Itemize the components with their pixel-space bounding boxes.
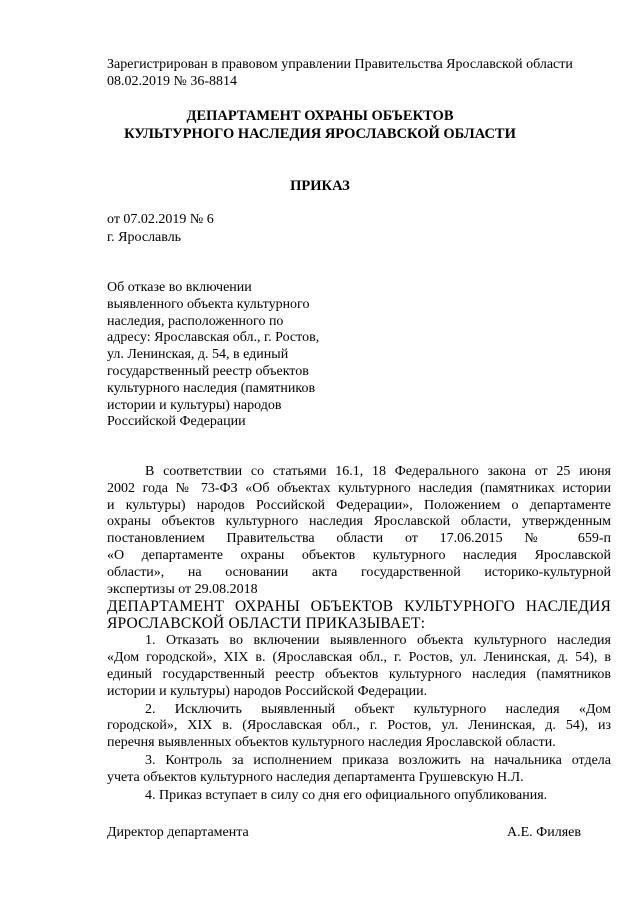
item-line: перечня выявленных объектов культурного наследия Ярославской области.: [107, 735, 556, 751]
orders-heading: [107, 598, 611, 632]
preamble-line: постановлением Правительства области от 17.06.2015 № 659-п: [107, 531, 611, 547]
registration-line-2: 08.02.2019 № 36-8814: [107, 74, 238, 89]
item-line: 2. Исключить выявленный объект культурного наследия «Дом: [145, 701, 611, 717]
order-city: г. Ярославль: [107, 230, 182, 245]
subject-line: наследия, расположенного по: [107, 313, 284, 329]
preamble-line: экспертизы от 29.08.2018: [107, 581, 258, 597]
registration-line-1: Зарегистрирован в правовом управлении Правительства Ярославской области: [107, 57, 573, 72]
signature-name: А.Е. Филяев: [507, 825, 581, 840]
order-item-3: [107, 753, 611, 787]
orders-heading-line-1: ДЕПАРТАМЕНТ ОХРАНЫ ОБЪЕКТОВ КУЛЬТУРНОГО НАСЛЕДИЯ: [107, 598, 611, 616]
subject-line: истории и культуры) народов: [107, 397, 282, 413]
preamble-line: области», на основании акта государственной историко-культурной: [107, 564, 611, 580]
item-line: городской», XIX в. (Ярославская обл., г. Ростов, ул. Ленинская, д. 54), из: [107, 718, 611, 734]
subject-line: адресу: Ярославская обл., г. Ростов,: [107, 330, 320, 346]
item-line: истории и культуры) народов Российской Федерации.: [107, 683, 428, 699]
signature-role: Директор департамента: [107, 825, 249, 840]
department-title-line-2: КУЛЬТУРНОГО НАСЛЕДИЯ ЯРОСЛАВСКОЙ ОБЛАСТИ: [124, 126, 516, 142]
department-title-line-1: ДЕПАРТАМЕНТ ОХРАНЫ ОБЪЕКТОВ: [186, 108, 454, 124]
preamble-line: «О департаменте охраны объектов культурного наследия Ярославской: [107, 547, 611, 563]
order-subject: [107, 279, 319, 430]
item-line: «Дом городской», XIX в. (Ярославская обл., г. Ростов, ул. Ленинская, д. 54), в: [107, 650, 611, 666]
item-line: 1. Отказать во включении выявленного объекта культурного наследия: [145, 633, 611, 649]
item-line: единый государственный реестр объектов культурного наследия (памятников: [107, 666, 611, 682]
item-line: 4. Приказ вступает в силу со дня его официального опубликования.: [145, 787, 548, 803]
subject-line: государственный реестр объектов: [107, 363, 309, 379]
item-line: учета объектов культурного наследия департамента Грушевскую Н.Л.: [107, 769, 524, 785]
subject-line: Об отказе во включении: [107, 280, 252, 295]
preamble-line: В соответствии со статьями 16.1, 18 Федерального закона от 25 июня: [145, 464, 611, 479]
orders-heading-line-2: ЯРОСЛАВСКОЙ ОБЛАСТИ ПРИКАЗЫВАЕТ:: [107, 615, 426, 633]
item-line: 3. Контроль за исполнением приказа возложить на начальника отдела: [145, 752, 611, 768]
preamble-line: 2002 года № 73-ФЗ «Об объектах культурного наследия (памятниках истории: [107, 480, 611, 496]
preamble-line: и культуры) народов Российской Федерации», Положением о департаменте: [107, 497, 611, 513]
order-item-2: [107, 702, 611, 752]
subject-line: выявленного объекта культурного: [107, 296, 310, 312]
order-item-1: [107, 633, 611, 700]
subject-line: Российской Федерации: [107, 414, 246, 430]
subject-line: культурного наследия (памятников: [107, 380, 316, 396]
order-body: [107, 464, 611, 804]
order-meta: [107, 211, 214, 247]
preamble-line: охраны объектов культурного наследия Ярославской области, утвержденным: [107, 514, 611, 530]
subject-line: ул. Ленинская, д. 54, в единый: [107, 347, 289, 363]
document-type-heading: ПРИКАЗ: [290, 178, 350, 194]
preamble-paragraph: [107, 464, 611, 598]
order-date-number: от 07.02.2019 № 6: [107, 212, 214, 227]
registration-note: [107, 56, 573, 90]
order-item-4: [107, 788, 611, 805]
